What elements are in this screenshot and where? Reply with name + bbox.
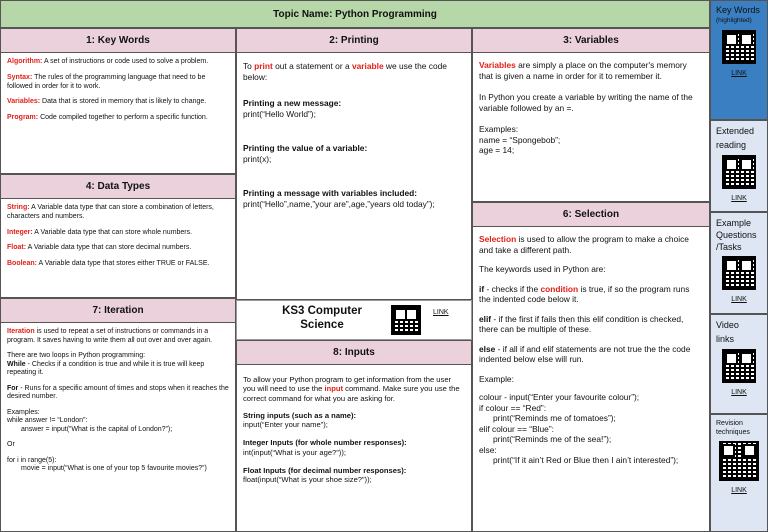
qr-code-icon (719, 441, 759, 481)
selection-keywords-intro: The keywords used in Python are: (479, 264, 606, 274)
sidebar-item-label: Example Questions /Tasks (716, 218, 757, 253)
code-line: input(“Enter your name”); (243, 420, 328, 429)
variables-heading: 3: Variables (473, 29, 709, 53)
code-line: print(“Hello”,name,”your are”,age,”years old today”); (243, 198, 435, 209)
selection-if: if - checks if the condition is true, if so the program runs the indented code below it. (479, 283, 690, 304)
inputs-section-title: String inputs (such as a name): (243, 410, 357, 420)
code-line: answer = input(“What is the capital of London?”); (21, 425, 173, 433)
printing-panel (236, 28, 472, 300)
key-word-item: Variables: Data that is stored in memory that is likely to change. (7, 98, 207, 106)
iteration-or-label: Or (7, 441, 15, 449)
code-line: print(“If it ain’t Red or Blue then I ain’t interested”); (493, 455, 679, 465)
code-line: age = 14; (479, 145, 515, 155)
topic-title: Topic Name: Python Programming (273, 8, 437, 20)
sidebar-item-label: Video links (716, 320, 739, 344)
variables-creation: In Python you create a variable by writing the name of the variable followed by an =. (479, 92, 693, 113)
code-line: else: (479, 444, 497, 455)
code-line: float(input(“What is your shoe size?”)); (243, 475, 372, 484)
selection-heading: 6: Selection (473, 203, 709, 227)
sidebar-key-words[interactable] (710, 0, 768, 120)
data-types-heading: 4: Data Types (1, 175, 235, 199)
iteration-for: For - Runs for a specific amount of times and stops when it reaches the desired number. (7, 384, 229, 401)
sidebar-link[interactable]: LINK (731, 195, 747, 202)
sidebar-example-questions[interactable] (710, 212, 768, 314)
inputs-heading: 8: Inputs (237, 341, 471, 365)
code-line: int(input(“What is your age?”)); (243, 447, 346, 457)
ks3-title: KS3 Computer Science (282, 305, 362, 331)
key-words-panel (0, 28, 236, 174)
sidebar-link[interactable]: LINK (731, 69, 747, 77)
code-line: while answer != “London”: (7, 417, 88, 425)
iteration-heading: 7: Iteration (1, 299, 235, 323)
sidebar-item-label: Revision techniques (716, 420, 750, 437)
data-type-item: Integer: A Variable data type that can store whole numbers. (7, 228, 193, 236)
qr-code-icon (391, 305, 421, 335)
printing-intro: To print out a statement or a variable we use the code below: (243, 61, 447, 82)
sidebar-item-sublabel: (highlighted) (716, 16, 752, 24)
code-line: print(x); (243, 153, 272, 164)
sidebar-item-label: Key Words (716, 5, 760, 15)
sidebar-revision-techniques[interactable] (710, 414, 768, 532)
variables-examples-label: Examples: (479, 124, 519, 134)
data-type-item: Float: A Variable data type that can store decimal numbers. (7, 244, 192, 252)
code-line: print(“Hello World”); (243, 108, 316, 119)
qr-code-icon (722, 256, 756, 290)
qr-code-icon (722, 30, 756, 64)
inputs-panel (236, 340, 472, 532)
selection-intro: Selection is used to allow the program to make a choice and take a different path. (479, 234, 689, 255)
ks3-link[interactable]: LINK (433, 309, 449, 316)
sidebar-link[interactable]: LINK (731, 389, 747, 396)
sidebar-link[interactable]: LINK (731, 487, 747, 495)
printing-section-title: Printing the value of a variable: (243, 143, 368, 153)
inputs-intro: To allow your Python program to get information from the user you will need to use the input command. Make sure you use the correct command for what you are asking for. (243, 375, 460, 403)
code-line: for i in range(5): (7, 456, 57, 464)
sidebar-item-label: Extended reading (716, 126, 755, 150)
code-line: movie = input(“What is one of your top 5 favourite movies?”) (21, 465, 207, 473)
data-type-item: Boolean: A Variable data type that stores either TRUE or FALSE. (7, 260, 210, 267)
selection-example-label: Example: (479, 373, 514, 384)
ks3-logo-block (236, 300, 472, 340)
qr-code-icon (722, 155, 756, 189)
printing-heading: 2: Printing (237, 29, 471, 53)
key-word-item: Program: Code compiled together to perform a specific function. (7, 114, 208, 121)
sidebar-link[interactable]: LINK (731, 296, 747, 304)
iteration-loops-intro: There are two loops in Python programming: (7, 352, 146, 360)
iteration-examples-label: Examples: (7, 408, 40, 416)
variables-panel (472, 28, 710, 202)
key-word-item: Algorithm: A set of instructions or code used to solve a problem. (7, 58, 209, 65)
code-line: colour - input(“Enter your favourite colour”); (479, 392, 640, 402)
variables-intro: Variables are simply a place on the computer's memory that is given a name in order for it to remember it. (479, 60, 687, 81)
key-words-heading: 1: Key Words (1, 29, 235, 53)
printing-section-title: Printing a message with variables included: (243, 188, 418, 198)
topic-title-bar (0, 0, 710, 28)
printing-section-title: Printing a new message: (243, 98, 342, 108)
code-line: if colour == “Red”: (479, 402, 547, 413)
data-types-panel (0, 174, 236, 298)
code-line: print(“Reminds me of the sea!”); (493, 434, 612, 444)
code-line: name = “Spongebob”; (479, 134, 561, 145)
code-line: print(“Reminds me of tomatoes”); (493, 413, 616, 423)
data-type-item: String: A Variable data type that can store a combination of letters, characters and numbers. (7, 204, 214, 220)
iteration-while: While - Checks if a condition is true and while it is true will keep repeating it. (7, 360, 205, 377)
sidebar-video-links[interactable] (710, 314, 768, 414)
key-word-item: Syntax: The rules of the programming language that need to be followed in order for it to work. (7, 73, 206, 90)
iteration-intro: Iteration is used to repeat a set of instructions or commands in a program. It saves having to write them all out over and over again. (7, 328, 213, 344)
selection-else: else - if all if and elif statements are not true the the code indented below else will run. (479, 343, 691, 364)
selection-code-block (479, 392, 703, 466)
qr-code-icon (722, 349, 756, 383)
iteration-panel (0, 298, 236, 532)
inputs-section-title: Integer Inputs (for whole number responses): (243, 438, 407, 448)
selection-panel (472, 202, 710, 532)
inputs-section-title: Float Inputs (for decimal number responses): (243, 465, 407, 475)
sidebar-extended-reading[interactable] (710, 120, 768, 212)
selection-elif: elif - if the first if fails then this elif condition is checked, there can be multiple of these. (479, 313, 684, 334)
code-line: elif colour == “Blue”: (479, 423, 554, 434)
